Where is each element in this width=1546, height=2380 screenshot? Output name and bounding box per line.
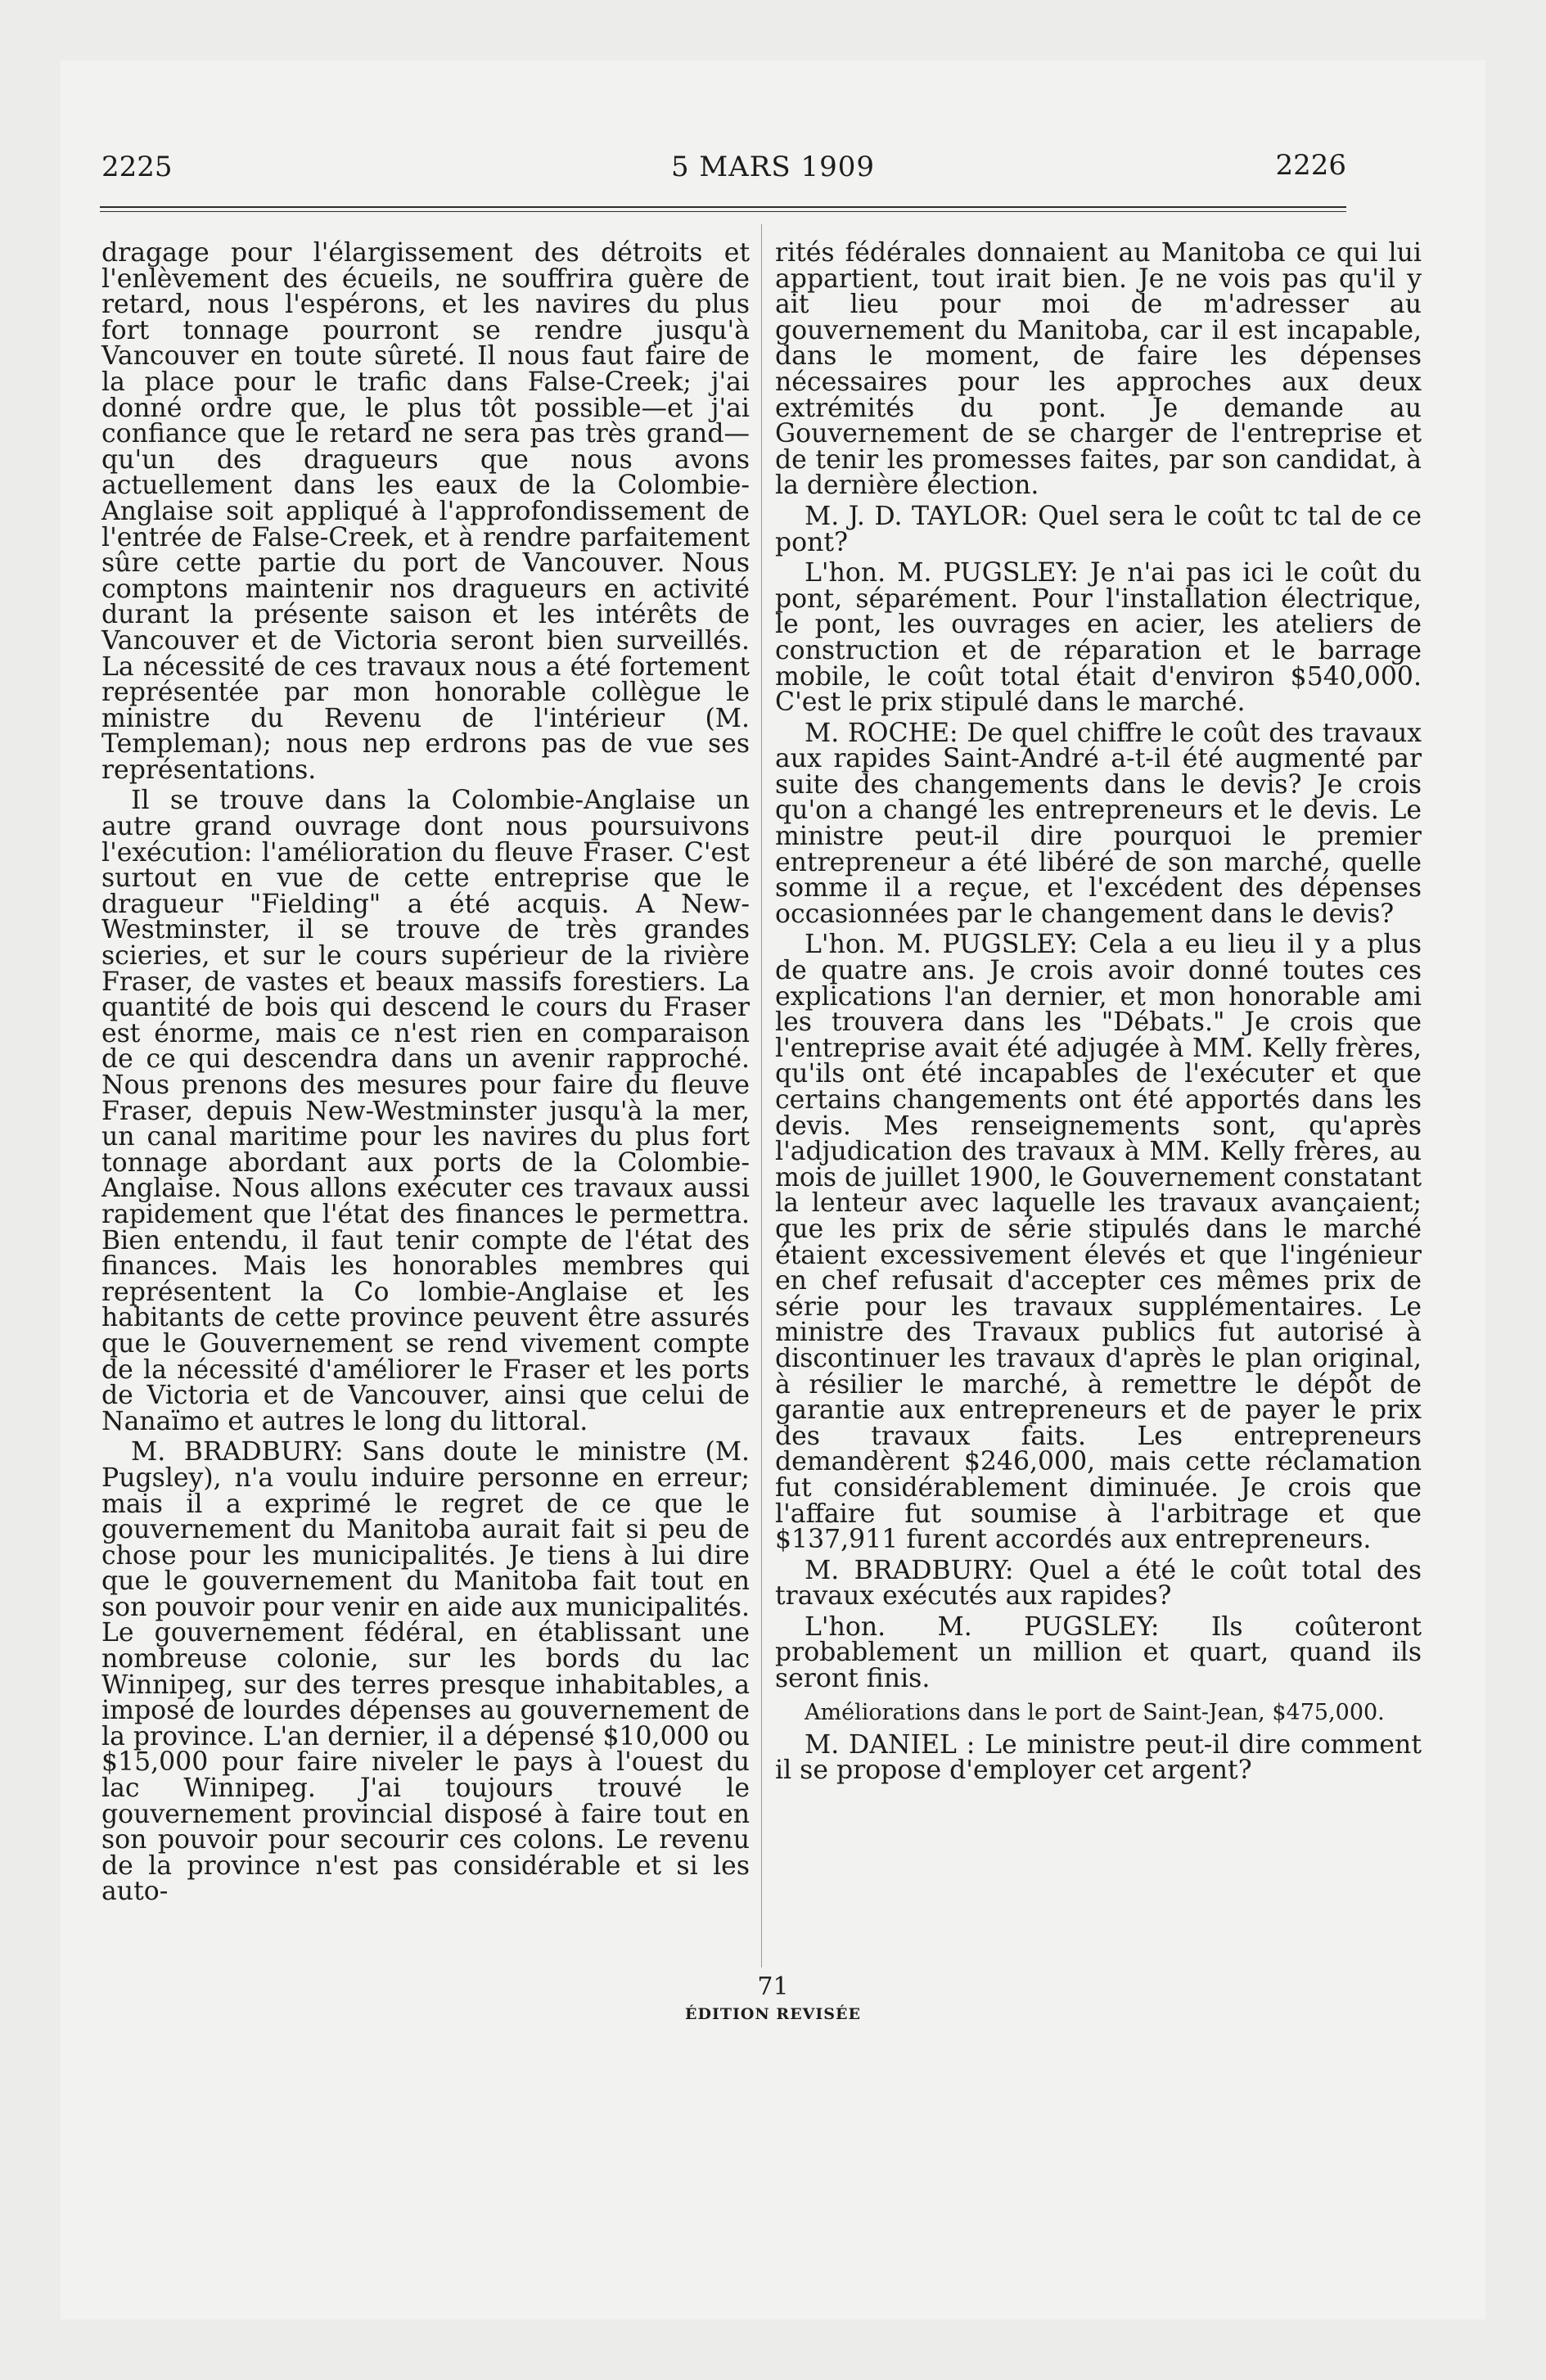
speaker-name: L'hon. M. PUGSLEY: <box>805 1611 1160 1642</box>
paragraph-text: Sans doute le ministre (M. Pugsley), n'a voulu induire personne en erreur; mais il a exprimé le regret de ce que le gouvernement du Manitoba aurait fait si peu de chose pour les municipalités. Je tiens à lui dire que le gouvernement du Manitoba fait tout en son pouvoir pour venir en aide aux municipalités. Le gouvernement fédéral, en établissant une nombreuse colonie, sur les bords du lac Winnipeg, sur des terres presque inhabitables, a imposé de lourdes dépenses au gouvernement de la province. L'an dernier, il a dépensé $10,000 ou $15,000 pour faire niveler le pays à l'ouest du lac Winnipeg. J'ai toujours trouvé le gouvernement provincial disposé à faire tout en son pouvoir pour secourir ces colons. Le revenu de la province n'est pas considérable et si les auto- <box>101 1437 750 1907</box>
edition-label: ÉDITION REVISÉE <box>685 2005 861 2023</box>
paragraph <box>101 238 750 785</box>
footer-page-number: 71 <box>757 1972 789 2001</box>
speaker-name: M. BRADBURY: <box>131 1437 344 1467</box>
header-rule-thin <box>100 211 1346 212</box>
paragraph-text: Quel sera le coût tc tal de ce pont? <box>775 501 1422 557</box>
page-date: 5 MARS 1909 <box>670 151 876 183</box>
left-column <box>101 238 750 1910</box>
speaker-name: L'hon. M. PUGSLEY: <box>805 930 1078 960</box>
paragraph <box>775 1611 1422 1694</box>
paragraph-text: dragage pour l'élargissement des détroits et l'enlèvement des écueils, ne souffrira guère de retard, nous l'espérons, et les navires du plus fort tonnage pourront se rendre jusqu'à Vancouver en toute sûreté. Il nous faut faire de la place pour le trafic dans False-Creek; j'ai donné ordre que, le plus tôt possible—et j'ai confiance que le retard ne sera pas très grand—qu'un des dragueurs que nous avons actuellement dans les eaux de la Colombie-Anglaise soit appliqué à l'approfondissement de l'entrée de False-Creek, et à rendre parfaitement sûre cette partie du port de Vancouver. Nous comptons maintenir nos dragueurs en activité durant la présente saison et les intérêts de Vancouver et de Victoria seront bien surveillés. La nécessité de ces travaux nous a été fortement représentée par mon honorable collègue le ministre du Revenu de l'intérieur (M. Templeman); nous nep erdrons pas de vue ses représentations. <box>101 238 750 785</box>
left-page-number: 2225 <box>101 151 173 183</box>
paragraph-text: Ils coûteront probablement un million et quart, quand ils seront finis. <box>775 1611 1422 1694</box>
paragraph-text: Améliorations dans le port de Saint-Jean, $475,000. <box>805 1699 1385 1725</box>
speaker-name: L'hon. M. PUGSLEY: <box>805 558 1079 588</box>
page <box>61 61 1485 2319</box>
column-divider <box>761 224 762 1968</box>
right-column <box>775 238 1422 1789</box>
paragraph-text: Quel a été le coût total des travaux exécutés aux rapides? <box>775 1555 1422 1611</box>
paragraph-text: Il se trouve dans la Colombie-Anglaise un autre grand ouvrage dont nous poursuivons l'exécution: l'amélioration du fleuve Fraser. C'est surtout en vue de cette entreprise que le dragueur "Fielding" a été acquis. A New-Westminster, il se trouve de très grandes scieries, et sur le cours supérieur de la rivière Fraser, de vastes et beaux massifs forestiers. La quantité de bois qui descend le cours du Fraser est énorme, mais ce n'est rien en comparaison de ce qui descendra dans un avenir rapproché. Nous prenons des mesures pour faire du fleuve Fraser, depuis New-Westminster jusqu'à la mer, un canal maritime pour les navires du plus fort tonnage abordant aux ports de la Colombie-Anglaise. Nous allons exécuter ces travaux aussi rapidement que l'état des finances le permettra. Bien entendu, il faut tenir compte de l'état des finances. Mais les honorables membres qui représentent la Co lombie-Anglaise et les habitants de cette province peuvent être assurés que le Gouvernement se rend vivement compte de la nécessité d'améliorer le Fraser et les ports de Victoria et de Vancouver, ainsi que celui de Nanaïmo et autres le long du littoral. <box>101 786 750 1436</box>
paragraph-text: De quel chiffre le coût des travaux aux rapides Saint-André a-t-il été augmenté par suite des changements dans le devis? Je crois qu'on a changé les entrepreneurs et le devis. Le ministre peut-il dire pourquoi le premier entrepreneur a été libéré de son marché, quelle somme il a reçue, et l'excédent des dépenses occasionnées par le changement dans le devis? <box>775 718 1422 929</box>
speaker-name: M. J. D. TAYLOR: <box>805 501 1029 531</box>
paragraph-text: rités fédérales donnaient au Manitoba ce qui lui appartient, tout irait bien. Je ne vois pas qu'il y ait lieu pour moi de m'adresser au gouvernement du Manitoba, car il est incapable, dans le moment, de faire les dépenses nécessaires pour les approches aux deux extrémités du pont. Je demande au Gouvernement de se charger de l'entreprise et de tenir les promesses faites, par son candidat, à la dernière élection. <box>775 238 1422 501</box>
paragraph <box>775 932 1422 1553</box>
paragraph <box>101 1437 750 1907</box>
header-rule <box>100 206 1346 208</box>
paragraph <box>775 501 1422 557</box>
page-header <box>61 61 1485 224</box>
paragraph-text: Je n'ai pas ici le coût du pont, séparément. Pour l'installation électrique, le pont, les ouvrages en acier, les ateliers de construction et de réparation et le barrage mobile, le coût total était d'environ $540,000. C'est le prix stipulé dans le marché. <box>775 558 1422 718</box>
paragraph <box>775 718 1422 929</box>
paragraph-text: Cela a eu lieu il y a plus de quatre ans. Je crois avoir donné toutes ces explications l'an dernier, et mon honorable ami les trouvera dans les "Débats." Je crois que l'entreprise avait été adjugée à MM. Kelly frères, qu'ils ont été incapables de l'exécuter et que certains changements ont été apportés dans les devis. Mes renseignements sont, qu'après l'adjudication des travaux à MM. Kelly frères, au mois de juillet 1900, le Gouvernement constatant la lenteur avec laquelle les travaux avançaient; que les prix de série stipulés dans le marché étaient excessivement élevés et que l'ingénieur en chef refusait d'accepter ces mêmes prix de série pour les travaux supplémentaires. Le ministre des Travaux publics fut autorisé à discontinuer les travaux d'après le plan original, à résilier le marché, à remettre le dépôt de garantie aux entrepreneurs et de payer le prix des travaux faits. Les entrepreneurs demandèrent $246,000, mais cette réclamation fut considérablement diminuée. Je crois que l'affaire fut soumise à l'arbitrage et que $137,911 furent accordés aux entrepreneurs. <box>775 930 1422 1555</box>
paragraph <box>775 1701 1422 1724</box>
right-page-number: 2226 <box>1275 149 1346 182</box>
paragraph-text: Le ministre peut-il dire comment il se propose d'employer cet argent? <box>775 1729 1422 1786</box>
paragraph <box>775 1729 1422 1786</box>
speaker-name: M. BRADBURY: <box>805 1555 1014 1585</box>
paragraph <box>775 1555 1422 1611</box>
speaker-name: M. DANIEL : <box>805 1729 976 1760</box>
paragraph <box>101 788 750 1435</box>
paragraph <box>775 558 1422 718</box>
speaker-name: M. ROCHE: <box>805 718 958 748</box>
paragraph <box>775 238 1422 501</box>
